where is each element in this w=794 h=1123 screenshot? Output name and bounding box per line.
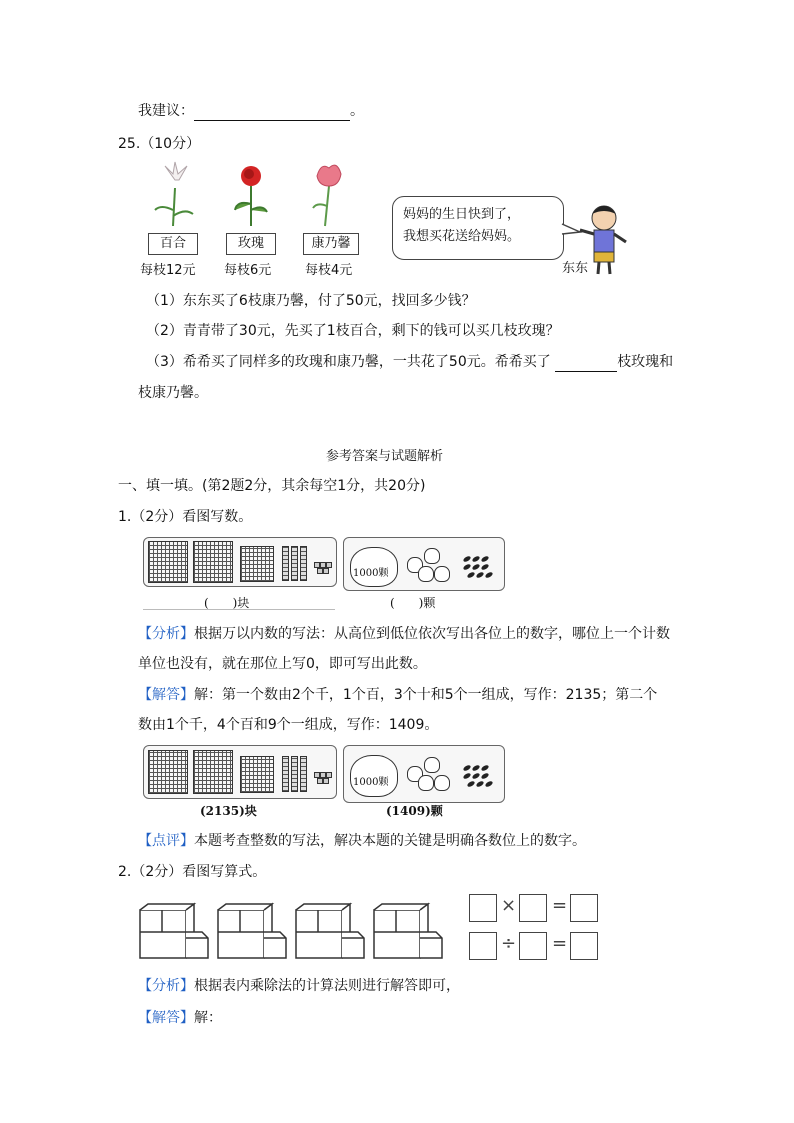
speech-bubble <box>392 196 564 260</box>
q25-header: 25.（10分） <box>118 136 201 152</box>
q1-answer-1: 【解答】解：第一个数由2个千，1个百，3个十和5个一组成，写作：2135；第二个 <box>138 687 658 703</box>
ten-rod-icon <box>291 546 298 581</box>
fig1-right-caption: ( )颗 <box>390 596 436 610</box>
flower-name-lily: 百合 <box>148 233 198 255</box>
answer-box[interactable] <box>519 894 547 922</box>
times-sign: × <box>501 895 517 916</box>
suggest-blank[interactable] <box>194 105 350 121</box>
price-carnation: 每枝4元 <box>305 263 353 278</box>
answer-box[interactable] <box>570 932 598 960</box>
thousand-cube-icon <box>193 541 233 583</box>
rose-icon <box>235 166 267 226</box>
thousand-cube-icon <box>193 750 233 794</box>
q25-sub3-cont: 枝康乃馨。 <box>138 385 208 401</box>
lily-icon <box>155 162 193 226</box>
fig2-right-caption: (1409)颗 <box>386 804 443 818</box>
bag-label: 1000颗 <box>353 568 389 579</box>
ten-rod-icon <box>291 756 298 792</box>
q1-header: 1.（2分）看图写数。 <box>118 509 253 525</box>
q2-header: 2.（2分）看图写算式。 <box>118 864 267 880</box>
equals-sign: = <box>552 895 568 916</box>
answer-box[interactable] <box>469 932 497 960</box>
q25-sub3: （3）希希买了同样多的玫瑰和康乃馨，一共花了50元。希希买了 枝玫瑰和 <box>146 354 674 370</box>
flower-name-rose: 玫瑰 <box>226 233 276 255</box>
unit-cube-icon <box>323 778 329 784</box>
q1-answer-2: 数由1个千，4个百和9个一组成，写作：1409。 <box>138 717 439 733</box>
ten-rod-icon <box>282 546 289 581</box>
small-bag-icon <box>418 566 434 582</box>
q25-sub2: （2）青青带了30元，先买了1枝百合，剩下的钱可以买几枝玫瑰？ <box>146 323 560 339</box>
block-group-1 <box>140 904 208 958</box>
hundred-flat-icon <box>240 546 274 582</box>
q1-analysis-1: 【分析】根据万以内数的写法：从高位到低位依次写出各位上的数字，哪位上一个计数 <box>138 626 670 642</box>
beans-icon <box>462 555 494 579</box>
flower-name-carnation: 康乃馨 <box>303 233 359 255</box>
answer-box[interactable] <box>570 894 598 922</box>
q1-analysis-2: 单位也没有，就在那位上写0，即可写出此数。 <box>138 656 427 672</box>
bubble-line1: 妈妈的生日快到了， <box>403 207 521 222</box>
unit-cube-icon <box>323 568 329 574</box>
small-bag-icon <box>418 775 434 791</box>
q25-sub1: （1）东东买了6枝康乃馨，付了50元，找回多少钱？ <box>146 293 476 309</box>
carnation-icon <box>313 165 341 226</box>
q2-analysis: 【分析】根据表内乘除法的计算法则进行解答即可， <box>138 978 460 994</box>
thousand-cube-icon <box>148 541 188 583</box>
flowers-illustration <box>145 160 365 230</box>
beans-icon <box>462 764 494 788</box>
kid-name: 东东 <box>562 261 589 276</box>
section1-header: 一、填一填。(第2题2分，其余每空1分，共20分) <box>118 478 426 494</box>
small-bag-icon <box>424 548 440 564</box>
answers-title: 参考答案与试题解析 <box>326 449 444 464</box>
answer-box[interactable] <box>469 894 497 922</box>
q1-comment: 【点评】本题考查整数的写法，解决本题的关键是明确各数位上的数字。 <box>138 833 586 849</box>
fig1-left-caption: ( )块 <box>204 596 250 610</box>
ten-rod-icon <box>300 546 307 581</box>
price-rose: 每枝6元 <box>224 263 272 278</box>
divide-sign: ÷ <box>501 933 517 954</box>
small-bag-icon <box>434 775 450 791</box>
blocks-figure <box>138 902 468 960</box>
thousand-cube-icon <box>148 750 188 794</box>
suggest-label: 我建议： 。 <box>138 103 364 119</box>
ten-rod-icon <box>282 756 289 792</box>
bag-label: 1000颗 <box>353 777 389 788</box>
small-bag-icon <box>434 566 450 582</box>
hundred-flat-icon <box>240 756 274 793</box>
fig2-left-caption: (2135)块 <box>200 804 257 818</box>
bubble-line2: 我想买花送给妈妈。 <box>403 229 521 244</box>
ten-rod-icon <box>300 756 307 792</box>
equals-sign: = <box>552 933 568 954</box>
small-bag-icon <box>424 757 440 773</box>
price-lily: 每枝12元 <box>140 263 196 278</box>
sub3-blank[interactable] <box>555 356 617 372</box>
answer-box[interactable] <box>519 932 547 960</box>
q2-answer: 【解答】解： <box>138 1010 222 1026</box>
